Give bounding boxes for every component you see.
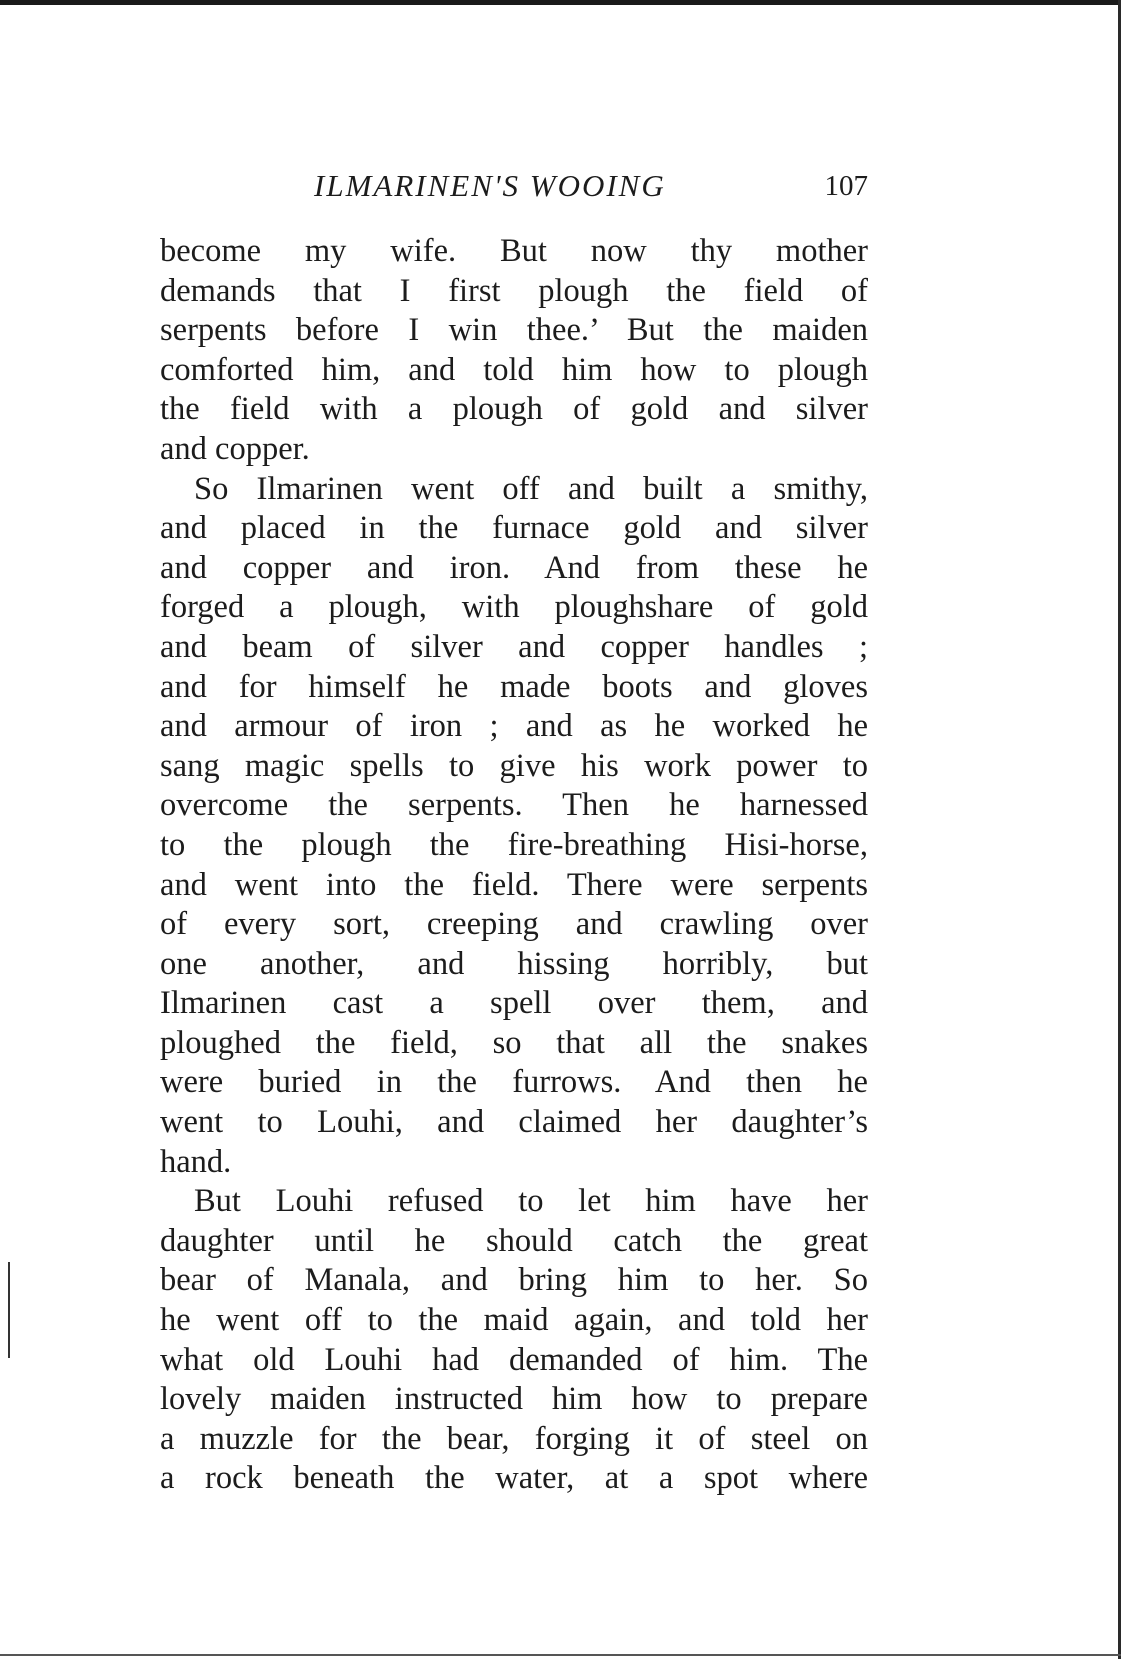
text-line: the field with a plough of gold and silver bbox=[160, 391, 868, 428]
top-scan-edge bbox=[0, 0, 1121, 5]
text-line: and copper and iron. And from these he bbox=[160, 549, 868, 586]
text-line: what old Louhi had demanded of him. The bbox=[160, 1341, 868, 1378]
text-line: and for himself he made boots and gloves bbox=[160, 668, 868, 705]
text-line: sang magic spells to give his work power to bbox=[160, 747, 868, 784]
text-line: of every sort, creeping and crawling over bbox=[160, 906, 868, 943]
text-line: bear of Manala, and bring him to her. So bbox=[160, 1262, 868, 1299]
running-head bbox=[162, 168, 868, 208]
text-line: Ilmarinen cast a spell over them, and bbox=[160, 985, 868, 1022]
body-text bbox=[160, 232, 868, 1499]
text-line: one another, and hissing horribly, but bbox=[160, 945, 868, 982]
text-line: overcome the serpents. Then he harnessed bbox=[160, 787, 868, 824]
text-line: demands that I first plough the field of bbox=[160, 272, 868, 309]
text-line: and beam of silver and copper handles ; bbox=[160, 628, 868, 665]
paragraph-end-line: and copper. bbox=[160, 430, 310, 467]
text-line: and placed in the furnace gold and silver bbox=[160, 510, 868, 547]
text-line: become my wife. But now thy mother bbox=[160, 233, 868, 269]
text-line: and went into the field. There were serpents bbox=[160, 866, 868, 903]
text-line: daughter until he should catch the great bbox=[160, 1222, 868, 1259]
text-line: serpents before I win thee.’ But the maiden bbox=[160, 312, 868, 349]
text-line: a muzzle for the bear, forging it of steel on bbox=[160, 1420, 868, 1457]
paragraph-start-line: But Louhi refused to let him have her bbox=[194, 1183, 868, 1220]
text-line: ploughed the field, so that all the snakes bbox=[160, 1024, 868, 1061]
text-line: he went off to the maid again, and told her bbox=[160, 1302, 868, 1339]
paragraph-end-line: hand. bbox=[160, 1143, 232, 1180]
text-line: lovely maiden instructed him how to prepare bbox=[160, 1381, 868, 1418]
text-line: went to Louhi, and claimed her daughter’s bbox=[160, 1104, 868, 1141]
text-line: and armour of iron ; and as he worked he bbox=[160, 708, 868, 745]
text-line: to the plough the fire-breathing Hisi-horse, bbox=[160, 826, 868, 863]
page-number: 107 bbox=[824, 170, 868, 202]
text-line: forged a plough, with ploughshare of gold bbox=[160, 589, 868, 626]
bottom-scan-edge bbox=[0, 1654, 1121, 1656]
text-line: comforted him, and told him how to plough bbox=[160, 351, 868, 388]
paragraph-start-line: So Ilmarinen went off and built a smithy, bbox=[194, 470, 868, 507]
text-line: were buried in the furrows. And then he bbox=[160, 1064, 868, 1101]
text-line: a rock beneath the water, at a spot where bbox=[160, 1460, 868, 1497]
running-title: ILMARINEN'S WOOING bbox=[314, 168, 666, 203]
margin-mark bbox=[8, 1262, 10, 1358]
